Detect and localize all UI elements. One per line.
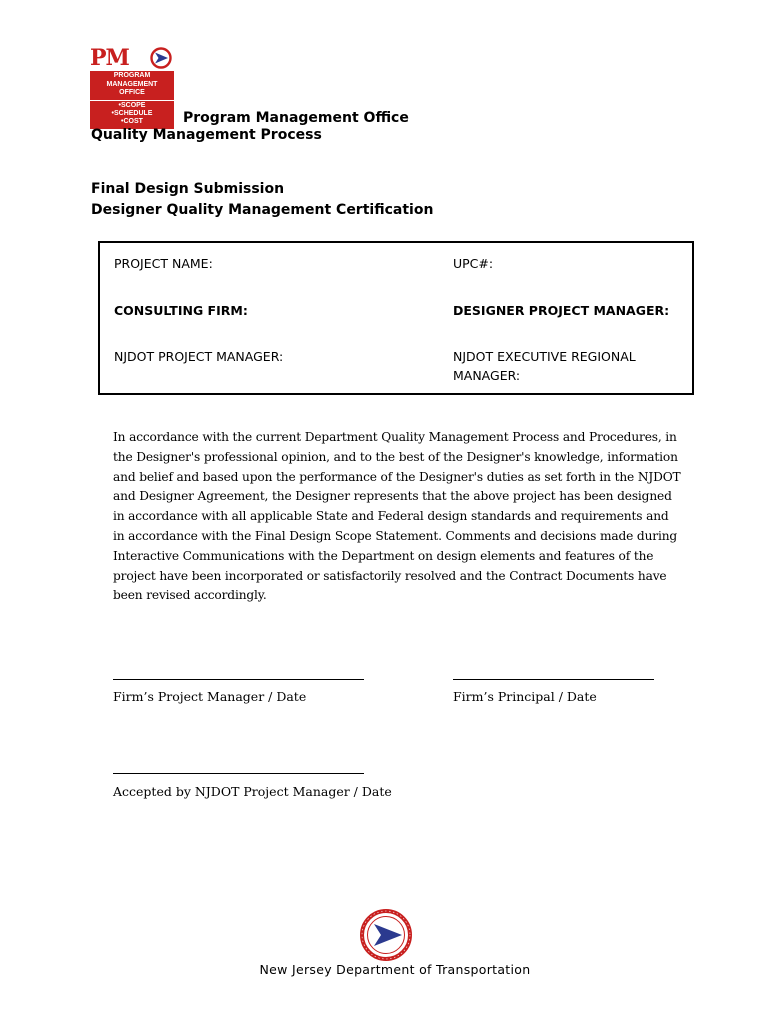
firm-pm-signature-line[interactable] xyxy=(113,679,364,680)
logo-line: •COST xyxy=(121,118,143,125)
project-info-box xyxy=(98,241,694,395)
certification-title: Designer Quality Management Certification xyxy=(91,202,434,218)
njdot-pm-signature-label: Accepted by NJDOT Project Manager / Date xyxy=(113,784,392,799)
logo-line: PROGRAM xyxy=(113,72,151,79)
firm-pm-signature-label: Firm’s Project Manager / Date xyxy=(113,689,307,704)
firm-principal-signature-label: Firm’s Principal / Date xyxy=(453,689,597,704)
project-name-field[interactable]: PROJECT NAME: xyxy=(114,256,213,271)
pmo-logo xyxy=(90,46,178,128)
pmo-logo-scope-box xyxy=(90,101,174,129)
logo-line: OFFICE xyxy=(119,89,145,96)
njdot-seal-icon xyxy=(360,909,412,961)
njdot-executive-regional-manager-field[interactable] xyxy=(453,347,673,385)
pmo-logo-letters: PM xyxy=(90,45,129,71)
upc-field[interactable]: UPC#: xyxy=(453,256,494,271)
pmo-logo-office-box xyxy=(90,71,174,100)
njdot-pm-signature-line[interactable] xyxy=(113,773,364,774)
designer-project-manager-field[interactable]: DESIGNER PROJECT MANAGER: xyxy=(453,303,670,318)
exec-manager-label-line1: NJDOT EXECUTIVE REGIONAL xyxy=(453,349,636,364)
pmo-arrow-icon xyxy=(150,47,172,69)
process-title: Quality Management Process xyxy=(91,127,322,143)
logo-line: •SCHEDULE xyxy=(111,110,153,117)
pmo-logo-mark xyxy=(90,46,178,70)
njdot-project-manager-field[interactable]: NJDOT PROJECT MANAGER: xyxy=(114,349,284,364)
agency-footer: New Jersey Department of Transportation xyxy=(259,962,531,977)
exec-manager-label-line2: MANAGER: xyxy=(453,368,521,383)
consulting-firm-field[interactable]: CONSULTING FIRM: xyxy=(114,303,248,318)
firm-principal-signature-line[interactable] xyxy=(453,679,654,680)
logo-line: MANAGEMENT xyxy=(106,80,158,88)
office-title: Program Management Office xyxy=(183,110,409,126)
submission-title: Final Design Submission xyxy=(91,181,285,197)
logo-line: •SCOPE xyxy=(118,102,146,109)
certification-statement: In accordance with the current Department Quality Management Process and Procedures, in the Designer's professional opinion, and to the best of the Designer's knowledge, information and belief and based upon the performance of the Designer's duties as set forth in the NJDOT and Designer Agreement, the Designer represents that the above project has been designed in accordance with all applicable State and Federal design standards and requirements and in accordance with the Final Design Scope Statement. Comments and decisions made during Interactive Communications with the Department on design elements and features of the project have been incorporated or satisfactorily resolved and the Contract Documents have been revised accordingly. xyxy=(113,430,681,603)
